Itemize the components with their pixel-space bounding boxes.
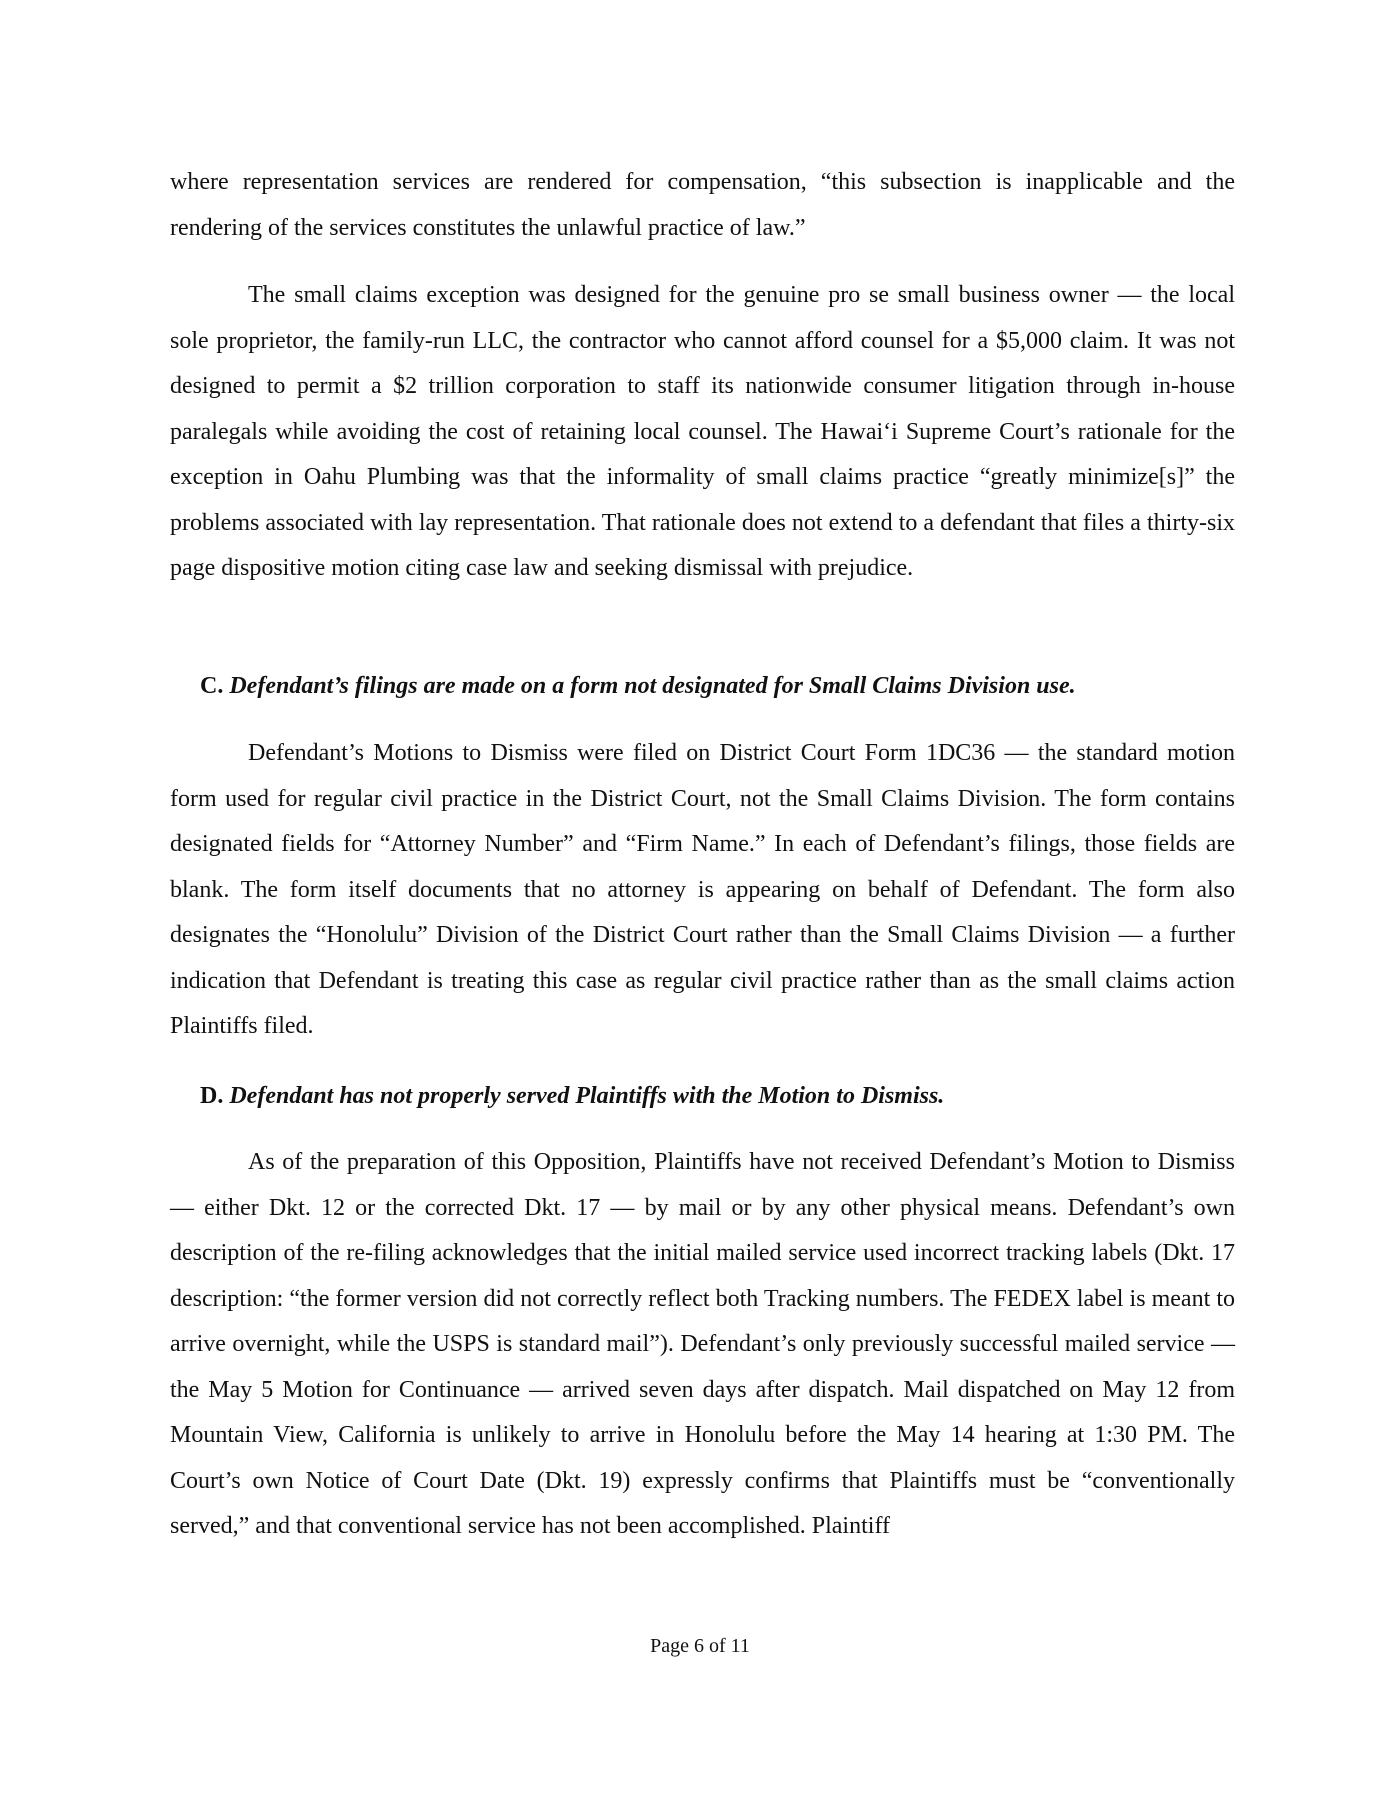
section-heading-d [170,1074,944,1120]
section-heading-c [170,664,1076,710]
paragraph-continuation: where representation services are rendered for compensation, “this subsection is inapplicable and the rendering of the services constitutes the unlawful practice of law.” [170,169,1235,241]
section-heading-d-letter: D. [200,1083,224,1109]
paragraph-small-claims-exception: The small claims exception was designed for the genuine pro se small business owner — the local sole proprietor, the family-run LLC, the contractor who cannot afford counsel for a $5,000 claim. It was not designed to permit a $2 trillion corporation to staff its nationwide consumer litigation through in-house paralegals while avoiding the cost of retaining local counsel. The Hawai‘i Supreme Court’s rationale for the exception in Oahu Plumbing was that the informality of small claims practice “greatly minimize[s]” the problems associated with lay representation. That rationale does not extend to a defendant that files a thirty-six page dispositive motion citing case law and seeking dismissal with prejudice. [170,282,1235,581]
paragraph-form-1dc36: Defendant’s Motions to Dismiss were filed on District Court Form 1DC36 — the standard motion form used for regular civil practice in the District Court, not the Small Claims Division. The form contains designated fields for “Attorney Number” and “Firm Name.” In each of Defendant’s filings, those fields are blank. The form itself documents that no attorney is appearing on behalf of Defendant. The form also designates the “Honolulu” Division of the District Court rather than the Small Claims Division — a further indication that Defendant is treating this case as regular civil practice rather than as the small claims action Plaintiffs filed. [170,740,1235,1039]
section-heading-c-title: Defendant’s filings are made on a form not designated for Small Claims Division use. [229,673,1076,699]
section-heading-c-letter: C. [200,673,224,699]
section-heading-d-title: Defendant has not properly served Plaintiffs with the Motion to Dismiss. [229,1083,945,1109]
page-number-footer: Page 6 of 11 [650,1635,750,1657]
paragraph-service: As of the preparation of this Opposition, Plaintiffs have not received Defendant’s Motion to Dismiss — either Dkt. 12 or the corrected Dkt. 17 — by mail or by any other physical means. Defendant’s own description of the re-filing acknowledges that the initial mailed service used incorrect tracking labels (Dkt. 17 description: “the former version did not correctly reflect both Tracking numbers. The FEDEX label is meant to arrive overnight, while the USPS is standard mail”). Defendant’s only previously successful mailed service — the May 5 Motion for Continuance — arrived seven days after dispatch. Mail dispatched on May 12 from Mountain View, California is unlikely to arrive in Honolulu before the May 14 hearing at 1:30 PM. The Court’s own Notice of Court Date (Dkt. 19) expressly confirms that Plaintiffs must be “conventionally served,” and that conventional service has not been accomplished. Plaintiff [170,1149,1235,1539]
